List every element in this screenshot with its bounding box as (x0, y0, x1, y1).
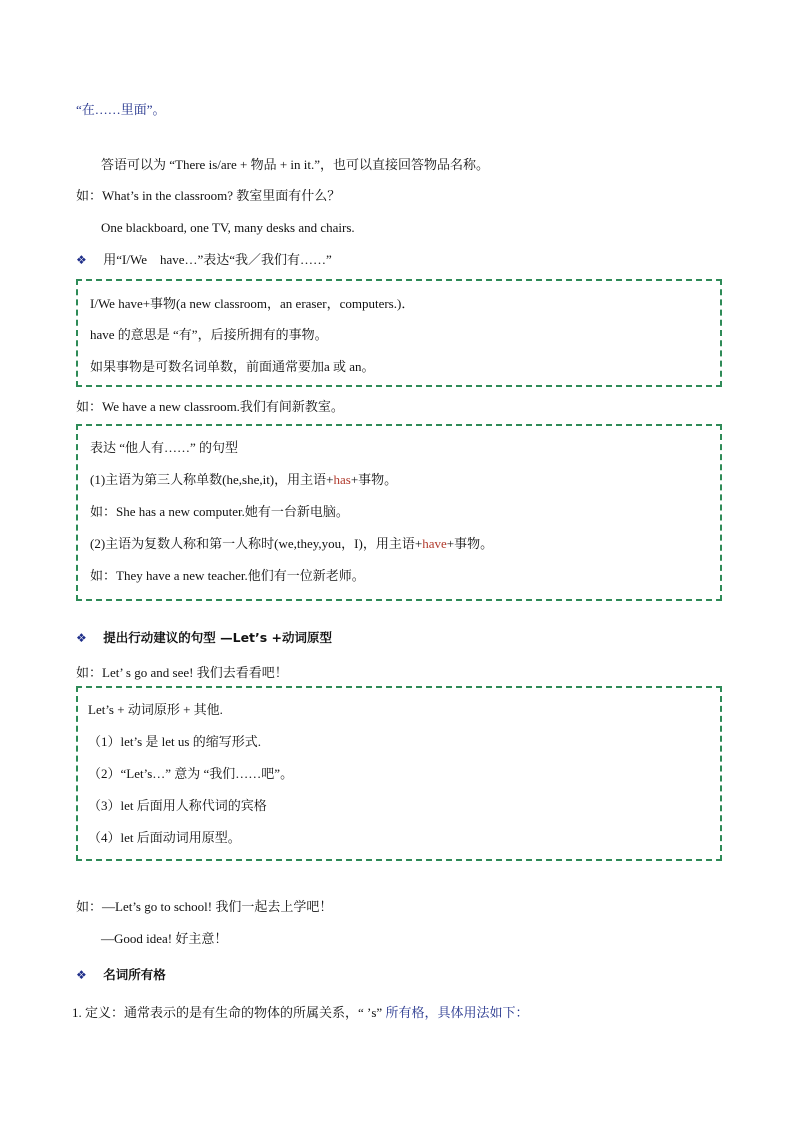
has-rule-line5: 如：They have a new teacher.他们有一位新老师。 (90, 568, 365, 583)
has-rule-box (76, 424, 722, 601)
has-rule-line4-a: (2)主语为复数人称和第一人称时(we,they,you，I)，用主语+ (90, 536, 423, 551)
lets-dialog-2: —Good idea! 好主意！ (101, 931, 228, 946)
lets-dialog-1: 如：—Let’s go to school! 我们一起去上学吧！ (76, 899, 333, 914)
diamond-bullet-icon: ❖ (76, 631, 87, 645)
has-rule-line4-c: +事物。 (446, 536, 494, 551)
has-rule-line2 (90, 472, 397, 488)
possessive-heading (76, 967, 166, 983)
lets-rule-line5: （4）let 后面动词用原型。 (88, 830, 241, 845)
possessive-definition-b: 所有格，具体用法如下： (385, 1005, 529, 1020)
has-rule-line1: 表达 “他人有……” 的句型 (90, 440, 239, 455)
lets-heading (76, 630, 332, 646)
has-rule-line2-a: (1)主语为第三人称单数(he,she,it)，用主语+ (90, 472, 334, 487)
possessive-definition-a: 1. 定义：通常表示的是有生命的物体的所属关系，“ ’s” (72, 1005, 386, 1020)
has-rule-line4 (90, 536, 493, 552)
intro-top-line: “在……里面”。 (76, 102, 166, 117)
example-answer: One blackboard, one TV, many desks and chairs. (101, 220, 355, 235)
possessive-definition (72, 1005, 528, 1021)
have-keyword: have (422, 536, 447, 551)
lets-rule-line4: （3）let 后面用人称代词的宾格 (88, 798, 267, 813)
have-rule-line3: 如果事物是可数名词单数，前面通常要加a 或 an。 (90, 359, 375, 374)
have-heading-text: 用“I/We have…”表达“我／我们有……” (103, 252, 332, 267)
has-rule-line3: 如：She has a new computer.她有一台新电脑。 (90, 504, 349, 519)
lets-rule-line1: Let’s + 动词原形 + 其他. (88, 702, 223, 717)
have-heading (76, 252, 332, 268)
answer-note: 答语可以为 “There is/are + 物品 + in it.”，也可以直接回答物品名称。 (101, 157, 490, 172)
have-example: 如：We have a new classroom.我们有间新教室。 (76, 399, 344, 414)
example-question: 如：What’s in the classroom? 教室里面有什么？ (76, 188, 341, 203)
lets-rule-box (76, 686, 722, 861)
have-rule-line1 (90, 296, 414, 312)
lets-heading-text: 提出行动建议的句型 —Let’s +动词原型 (103, 630, 333, 645)
has-keyword: has (333, 472, 351, 487)
lets-rule-line2: （1）let’s 是 let us 的缩写形式. (88, 734, 261, 749)
have-rule-line1-text: I/We have+事物(a new classroom，an eraser，computers.) (90, 296, 402, 311)
have-rule-box (76, 279, 722, 387)
have-rule-line2: have 的意思是 “有”，后接所拥有的事物。 (90, 327, 328, 342)
has-rule-line2-c: +事物。 (350, 472, 398, 487)
diamond-bullet-icon: ❖ (76, 253, 87, 267)
possessive-heading-text: 名词所有格 (103, 967, 166, 982)
have-rule-line1-end: ． (401, 296, 415, 311)
diamond-bullet-icon: ❖ (76, 968, 87, 982)
lets-example: 如：Let’ s go and see! 我们去看看吧！ (76, 665, 288, 680)
lets-rule-line3: （2）“Let’s…” 意为 “我们……吧”。 (88, 766, 294, 781)
